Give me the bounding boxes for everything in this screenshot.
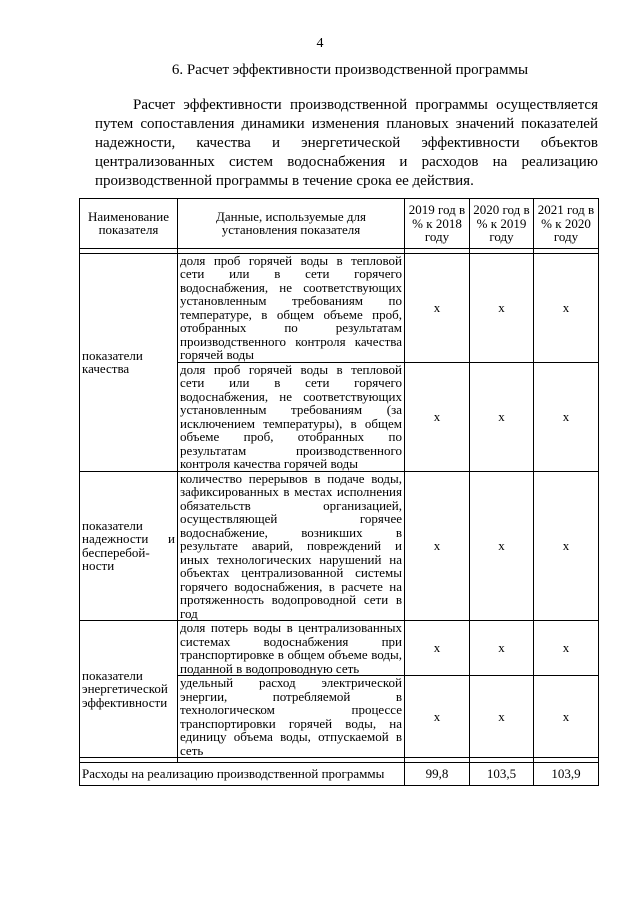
row-desc: доля потерь воды в централизованных системах водоснабжения при транспортировке в общем объеме воды, поданной в водопроводную сеть: [178, 621, 405, 676]
row-value-2021: x: [534, 362, 599, 471]
table-total-row: [80, 763, 599, 786]
row-value-2019: x: [405, 621, 470, 676]
efficiency-table: [79, 198, 599, 786]
group-energy: показатели энергетической эффективности: [80, 621, 178, 758]
total-value-2020: 103,5: [470, 763, 534, 786]
header-2019: 2019 год в % к 2018 году: [405, 199, 470, 249]
total-label: Расходы на реализацию производственной программы: [80, 763, 405, 786]
row-value-2019: x: [405, 362, 470, 471]
row-desc: доля проб горячей воды в тепловой сети или в сети горячего водоснабжения, не соответствующих установленным требованиям (за исключением температуры), в общем объеме проб, отобранных по результатам производственного контроля качества горячей воды: [178, 362, 405, 471]
table-row: [80, 471, 599, 621]
row-value-2019: x: [405, 676, 470, 758]
row-desc: доля проб горячей воды в тепловой сети или в сети горячего водоснабжения, не соответствующих установленным требованиям по температуре, в общем объеме проб, отобранных по результатам производственного контроля качества горячей воды: [178, 253, 405, 362]
table-row: [80, 621, 599, 676]
row-value-2020: x: [470, 676, 534, 758]
row-value-2020: x: [470, 471, 534, 621]
table-row: [80, 253, 599, 362]
header-2021: 2021 год в % к 2020 году: [534, 199, 599, 249]
row-desc: удельный расход электрической энергии, потребляемой в технологическом процессе транспортировки горячей воды, на единицу объема воды, отпускаемой в сеть: [178, 676, 405, 758]
total-value-2021: 103,9: [534, 763, 599, 786]
row-value-2020: x: [470, 253, 534, 362]
page-number: 4: [316, 36, 324, 51]
row-desc: количество перерывов в подаче воды, зафиксированных в местах исполнения обязательств организацией, осуществляющей горячее водоснабжение, возникших в результате аварий, повреждений и иных технологических нарушений на объектах централизованной системы горячего водоснабжения, в расчете на протяженность водопроводной сети в год: [178, 471, 405, 621]
group-reliability: показатели надежности и бесперебой-ности: [80, 471, 178, 621]
row-value-2019: x: [405, 471, 470, 621]
table-header-row: [80, 199, 599, 249]
row-value-2019: x: [405, 253, 470, 362]
header-name: Наименование показателя: [80, 199, 178, 249]
row-value-2020: x: [470, 362, 534, 471]
intro-paragraph: Расчет эффективности производственной программы осуществляется путем сопоставления динамики изменения плановых значений показателей надежности, качества и энергетической эффективности объектов централизованных систем водоснабжения и расходов на реализацию производственной программы в течение срока ее действия.: [95, 97, 598, 189]
row-value-2020: x: [470, 621, 534, 676]
section-title: 6. Расчет эффективности производственной программы: [171, 62, 529, 78]
row-value-2021: x: [534, 471, 599, 621]
row-value-2021: x: [534, 676, 599, 758]
row-value-2021: x: [534, 253, 599, 362]
header-data: Данные, используемые для установления показателя: [178, 199, 405, 249]
group-quality: показатели качества: [80, 253, 178, 471]
total-value-2019: 99,8: [405, 763, 470, 786]
header-2020: 2020 год в % к 2019 году: [470, 199, 534, 249]
row-value-2021: x: [534, 621, 599, 676]
